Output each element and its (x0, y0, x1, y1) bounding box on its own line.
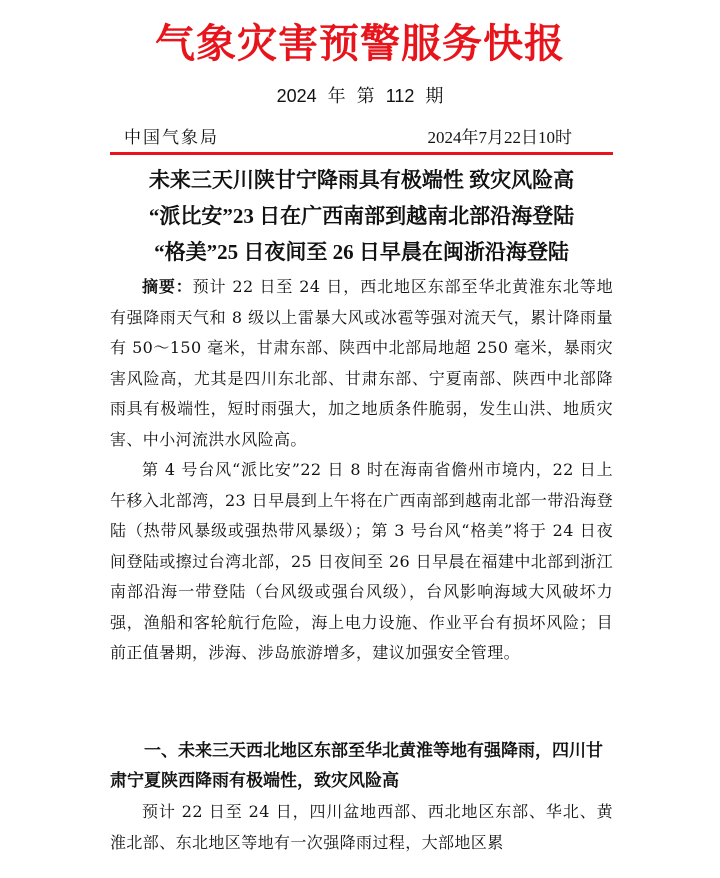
abstract-label: 摘要： (142, 277, 193, 296)
section-1-heading: 一、未来三天西北地区东部至华北黄淮等地有强降雨，四川甘肃宁夏陕西降雨有极端性，致灾风险高 (110, 741, 603, 790)
headline-3: “格美”25 日夜间至 26 日早晨在闽浙沿海登陆 (154, 240, 569, 264)
issuing-agency: 中国气象局 (124, 128, 219, 148)
meta-row (110, 126, 610, 150)
issue-datetime: 2024年7月22日10时 (427, 128, 572, 147)
headline-2: “派比安”23 日在广西南部到越南北部沿海登陆 (148, 204, 575, 228)
headline-1: 未来三天川陕甘宁降雨具有极端性 致灾风险高 (148, 168, 575, 192)
issue-qi: 期 (425, 86, 444, 106)
red-divider-rule (110, 152, 613, 155)
typhoon-paragraph: 第 4 号台风“派比安”22 日 8 时在海南省儋州市境内，22 日上午移入北部湾，23 日早晨到上午将在广西南部到越南北部一带沿海登陆（热带风暴级或强热带风暴级）；第 3 号台风“格美”将于 24 日夜间登陆或擦过台湾北部，25 日夜间至 26 日早晨在福建中北部到浙江南部沿海一带登陆（台风级或强台风级），台风影响海域大风破坏力强，渔船和客轮航行危险，海上电力设施、作业平台有损坏风险；目前正值暑期，涉海、涉岛旅游增多，建议加强安全管理。 (110, 460, 613, 662)
issue-di: 第 (356, 86, 375, 106)
issue-year-char: 年 (327, 86, 346, 106)
abstract-paragraph (110, 272, 613, 455)
headline-block (110, 162, 613, 270)
abstract-text: 预计 22 日至 24 日，西北地区东部至华北黄淮东北等地有强降雨天气和 8 级以上雷暴大风或冰雹等强对流天气，累计降雨量有 50～150 毫米，甘肃东部、陕西中北部局地超 250 毫米，暴雨灾害风险高，尤其是四川东北部、甘肃东部、宁夏南部、陕西中北部降雨具有极端性，短时雨强大，加之地质条件脆弱，发生山洪、地质灾害、中小河流洪水风险高。 (110, 277, 614, 449)
issue-year: 2024 (276, 86, 317, 106)
issue-number (0, 84, 720, 108)
bulletin-body (110, 272, 613, 669)
bulletin-masthead: 气象灾害预警服务快报 (155, 21, 565, 67)
issue-num: 112 (385, 86, 415, 106)
section-1-text: 预计 22 日至 24 日，四川盆地西部、西北地区东部、华北、黄淮北部、东北地区等地有一次强降雨过程，大部地区累 (110, 802, 613, 852)
